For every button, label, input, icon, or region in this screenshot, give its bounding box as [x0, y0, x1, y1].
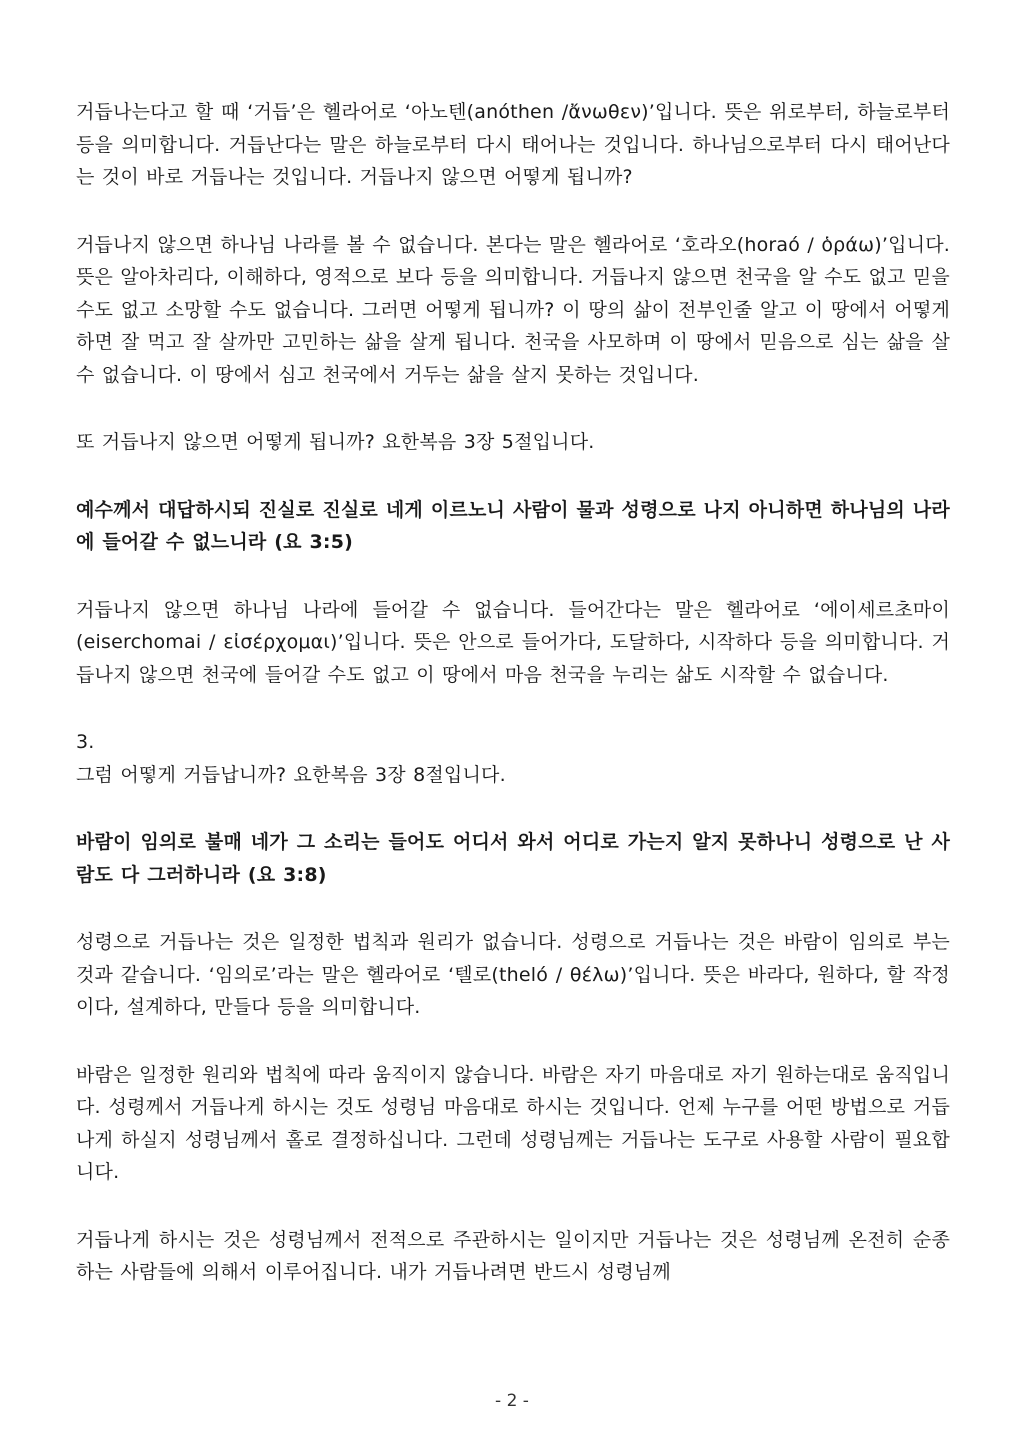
paragraph-john-3-8-intro: 그럼 어떻게 거듭납니까? 요한복음 3장 8절입니다. [76, 763, 506, 786]
paragraph-eiserchomai: 거듭나지 않으면 하나님 나라에 들어갈 수 없습니다. 들어간다는 말은 헬라어로 ‘에이세르초마이(eiserchomai / εἰσέρχομαι)’입니다. 뜻은 안으로 들어가다, 도달하다, 시작하다 등을 의미합니다. 거듭나지 않으면 천국에 들어갈 수도 없고 이 땅에서 마음 천국을 누리는 삶도 시작할 수 없습니다. [76, 598, 950, 686]
scripture-john-3-8: 바람이 임의로 불매 네가 그 소리는 들어도 어디서 와서 어디로 가는지 알지 못하나니 성령으로 난 사람도 다 그러하니라 (요 3:8) [76, 831, 950, 886]
page-number: - 2 - [495, 1391, 529, 1411]
paragraph-wind: 바람은 일정한 원리와 법칙에 따라 움직이지 않습니다. 바람은 자기 마음대로 자기 원하는대로 움직입니다. 성령께서 거듭나게 하시는 것도 성령님 마음대로 하시는 것입니다. 언제 누구를 어떤 방법으로 거듭나게 하실지 성령님께서 홀로 결정하십니다. 그런데 성령님께는 거듭나는 도구로 사용할 사람이 필요합니다. [76, 1063, 950, 1183]
document-body [76, 96, 950, 1324]
section-number: 3. [76, 731, 95, 753]
paragraph-thelo: 성령으로 거듭나는 것은 일정한 법칙과 원리가 없습니다. 성령으로 거듭나는 것은 바람이 임의로 부는 것과 같습니다. ‘임의로’라는 말은 헬라어로 ‘텔로(theló / θέλω)’입니다. 뜻은 바라다, 원하다, 할 작정이다, 설계하다, 만들다 등을 의미합니다. [76, 931, 950, 1018]
paragraph-anothen: 거듭나는다고 할 때 ‘거듭’은 헬라어로 ‘아노텐(anóthen /ἄνωθεν)’입니다. 뜻은 위로부터, 하늘로부터 등을 의미합니다. 거듭난다는 말은 하늘로부터 다시 태어나는 것입니다. 하나님으로부터 다시 태어난다는 것이 바로 거듭나는 것입니다. 거듭나지 않으면 어떻게 됩니까? [76, 101, 950, 188]
paragraph-john-3-5-intro: 또 거듭나지 않으면 어떻게 됩니까? 요한복음 3장 5절입니다. [76, 431, 595, 453]
scripture-john-3-5: 예수께서 대답하시되 진실로 진실로 네게 이르노니 사람이 물과 성령으로 나지 아니하면 하나님의 나라에 들어갈 수 없느니라 (요 3:5) [76, 498, 950, 553]
paragraph-obedience: 거듭나게 하시는 것은 성령님께서 전적으로 주관하시는 일이지만 거듭나는 것은 성령님께 온전히 순종하는 사람들에 의해서 이루어집니다. 내가 거듭나려면 반드시 성령님께 [76, 1228, 950, 1283]
paragraph-horao: 거듭나지 않으면 하나님 나라를 볼 수 없습니다. 본다는 말은 헬라어로 ‘호라오(horaó / ὁράω)’입니다. 뜻은 알아차리다, 이해하다, 영적으로 보다 등을 의미합니다. 거듭나지 않으면 천국을 알 수도 없고 믿을 수도 없고 소망할 수도 없습니다. 그러면 어떻게 됩니까? 이 땅의 삶이 전부인줄 알고 이 땅에서 어떻게 하면 잘 먹고 잘 살까만 고민하는 삶을 살게 됩니다. 천국을 사모하며 이 땅에서 믿음으로 심는 삶을 살 수 없습니다. 이 땅에서 심고 천국에서 거두는 삶을 살지 못하는 것입니다. [76, 233, 950, 386]
